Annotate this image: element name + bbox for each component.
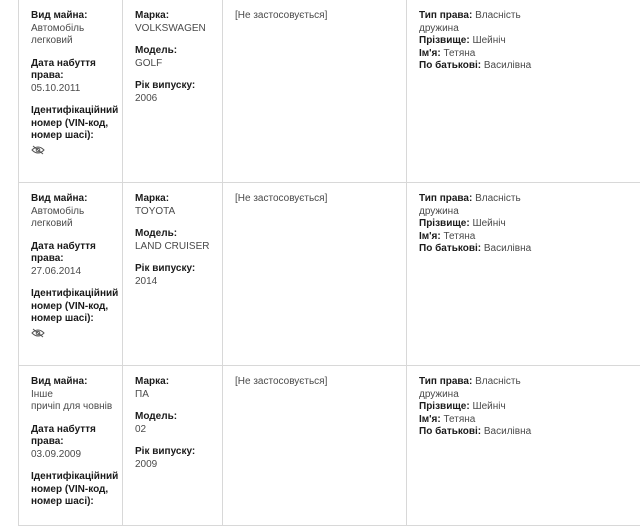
patronymic-label: По батькові: [419,60,482,71]
owner-cell [407,183,640,365]
first-name-value: Тетяна [443,47,476,59]
model-value: 02 [135,423,147,435]
property-type-label: Вид майна: [31,193,88,204]
first-name-label: Ім'я: [419,47,441,59]
acquisition-date-label: Дата набуття права: [31,423,96,447]
property-type-value: Автомобіль легковий [31,205,85,229]
brand-label: Марка: [135,193,170,204]
right-type [419,10,529,35]
note-cell [223,366,407,525]
first-name-value: Тетяна [443,230,476,242]
year-label: Рік випуску: [135,80,196,91]
property-type-label: Вид майна: [31,376,88,387]
right-type [419,376,529,401]
eye-off-icon [31,328,45,338]
first-name-value: Тетяна [443,413,476,425]
right-type-label: Тип права: [419,10,473,21]
property-cell [19,366,123,525]
vin-label: Ідентифікаційний номер (VIN-код, номер шасі): [31,471,119,507]
surname-value: Шейніч [472,218,506,229]
model-value: LAND CRUISER [135,240,210,252]
surname [419,218,640,231]
first-name [419,231,640,244]
table-row [18,0,640,183]
patronymic-value: Василівна [483,60,532,71]
surname-value: Шейніч [472,35,506,46]
model-label: Модель: [135,228,178,239]
patronymic [419,426,640,439]
patronymic-label: По батькові: [419,243,482,254]
acquisition-date-value: 03.09.2009 [31,448,82,460]
acquisition-date-label: Дата набуття права: [31,240,96,264]
year-value: 2006 [135,92,158,104]
right-type-value: Власність дружина [419,193,521,217]
year-value: 2009 [135,458,158,470]
not-applicable-note: [Не застосовується] [235,10,328,21]
brand-value: VOLKSWAGEN [135,22,206,34]
model-label: Модель: [135,411,178,422]
table-row [18,183,640,366]
eye-off-icon [31,145,45,155]
right-type [419,193,529,218]
property-cell [19,0,123,182]
first-name-label: Ім'я: [419,230,441,242]
property-type-value-1: Інше [31,388,53,400]
not-applicable-note: [Не застосовується] [235,376,328,387]
vehicle-cell [123,366,223,525]
owner-cell [407,366,640,525]
surname [419,401,640,414]
patronymic-value: Василівна [483,426,532,437]
vehicle-cell [123,183,223,365]
property-cell [19,183,123,365]
acquisition-date-label: Дата набуття права: [31,57,96,81]
note-cell [223,183,407,365]
acquisition-date-value: 05.10.2011 [31,82,81,94]
table-row [18,366,640,526]
year-value: 2014 [135,275,158,287]
model-label: Модель: [135,45,178,56]
right-type-value: Власність дружина [419,10,521,34]
vin-label: Ідентифікаційний номер (VIN-код, номер шасі): [31,288,119,324]
year-label: Рік випуску: [135,263,196,274]
acquisition-date-value: 27.06.2014 [31,265,82,277]
surname-label: Прізвище: [419,218,470,229]
patronymic [419,243,640,256]
first-name [419,48,640,61]
surname-label: Прізвище: [419,401,470,412]
owner-cell [407,0,640,182]
property-type-value: Автомобіль легковий [31,22,85,46]
patronymic-label: По батькові: [419,426,482,437]
right-type-label: Тип права: [419,193,473,204]
year-label: Рік випуску: [135,446,196,457]
note-cell [223,0,407,182]
brand-value: TOYOTA [135,205,176,217]
right-type-label: Тип права: [419,376,473,387]
property-type-value-2: причіп для човнів [31,401,113,412]
surname-label: Прізвище: [419,35,470,46]
property-type-label: Вид майна: [31,10,88,21]
brand-value: ПА [135,388,149,400]
brand-label: Марка: [135,376,170,387]
vehicle-cell [123,0,223,182]
surname-value: Шейніч [472,401,506,412]
vin-label: Ідентифікаційний номер (VIN-код, номер шасі): [31,105,119,141]
patronymic-value: Василівна [483,243,532,254]
surname [419,35,640,48]
not-applicable-note: [Не застосовується] [235,193,328,204]
model-value: GOLF [135,57,163,69]
first-name-label: Ім'я: [419,413,441,425]
right-type-value: Власність дружина [419,376,521,400]
brand-label: Марка: [135,10,170,21]
first-name [419,414,640,427]
patronymic [419,60,640,73]
